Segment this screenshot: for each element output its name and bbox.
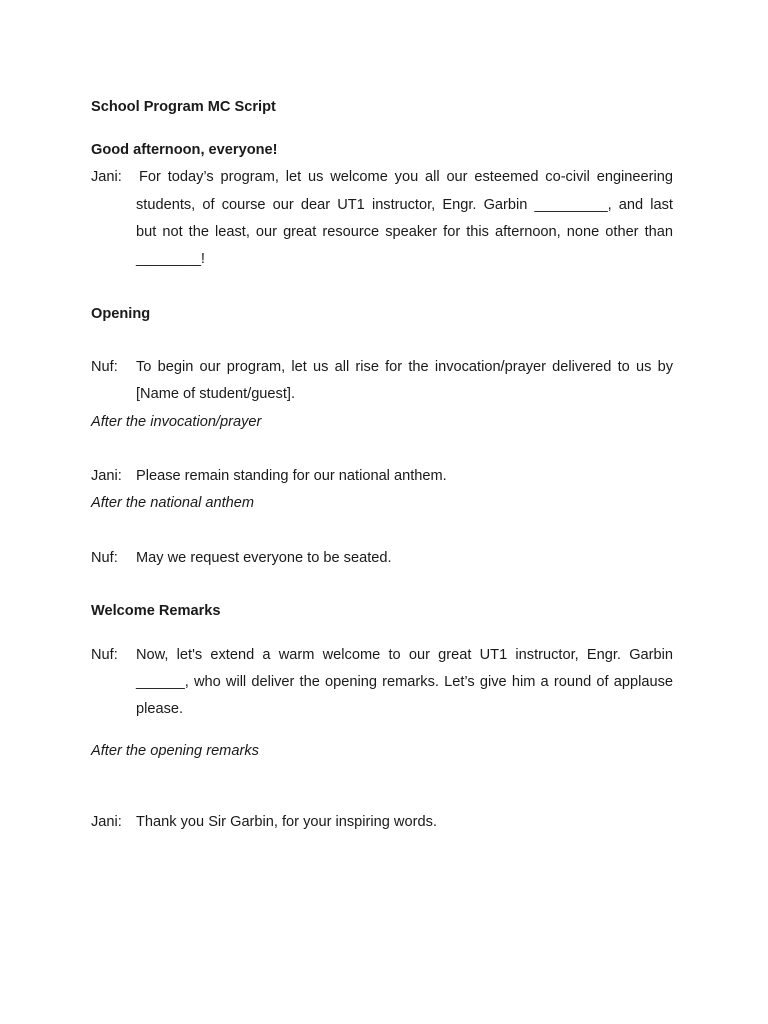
invocation-line-1: To begin our program, let us all rise for the invocation/prayer delivered to us by [136, 359, 673, 375]
remarks-line-1: Now, let's extend a warm welcome to our great UT1 instructor, Engr. Garbin [136, 647, 673, 663]
intro-line-4: ________! [136, 251, 205, 267]
intro-line-2: students, of course our dear UT1 instructor, Engr. Garbin _________, and last [136, 197, 673, 213]
remarks-line-3: please. [136, 701, 184, 717]
intro-line-3: but not the least, our great resource speaker for this afternoon, none other than [136, 224, 673, 240]
stage-direction-anthem: After the national anthem [91, 495, 255, 511]
remarks-line-2: ______, who will deliver the opening remarks. Let’s give him a round of applause [136, 674, 673, 690]
intro-line-1: For today’s program, let us welcome you all our esteemed co-civil engineering [139, 169, 673, 185]
section-heading-welcome-remarks: Welcome Remarks [91, 603, 221, 619]
section-heading-opening: Opening [91, 306, 151, 322]
invocation-line-2: [Name of student/guest]. [136, 386, 295, 402]
speaker-label-jani: Jani: [91, 468, 122, 484]
speaker-label-jani: Jani: [91, 169, 122, 185]
page-title: School Program MC Script [91, 99, 276, 115]
anthem-line: Please remain standing for our national anthem. [136, 468, 447, 484]
greeting-heading: Good afternoon, everyone! [91, 142, 278, 158]
speaker-label-nuf: Nuf: [91, 550, 118, 566]
speaker-label-nuf: Nuf: [91, 359, 118, 375]
seated-line: May we request everyone to be seated. [136, 550, 392, 566]
speaker-label-nuf: Nuf: [91, 647, 118, 663]
thanks-line: Thank you Sir Garbin, for your inspiring words. [136, 814, 437, 830]
stage-direction-remarks: After the opening remarks [91, 743, 259, 759]
stage-direction-invocation: After the invocation/prayer [91, 414, 262, 430]
speaker-label-jani: Jani: [91, 814, 122, 830]
